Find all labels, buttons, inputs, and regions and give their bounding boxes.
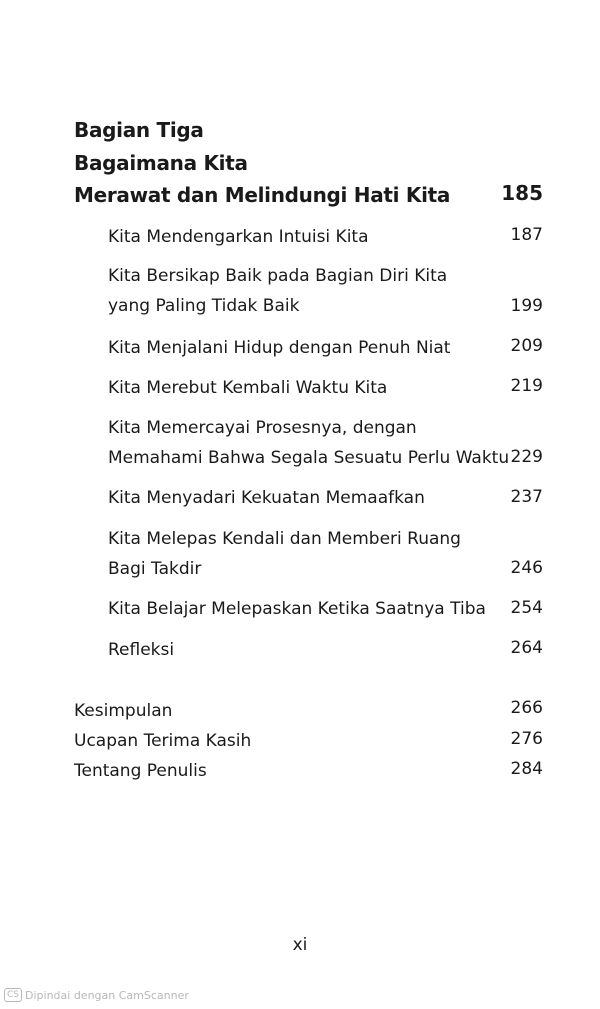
- toc-entry-1-page: 187: [510, 225, 543, 245]
- toc-entry-5-page: 229: [510, 447, 543, 467]
- toc-back-1: Kesimpulan: [74, 701, 173, 721]
- toc-entry-7-page: 246: [510, 558, 543, 578]
- toc-back-1-page: 266: [510, 698, 543, 718]
- toc-entry-4-page: 219: [510, 376, 543, 396]
- toc-entry-5: Kita Memercayai Prosesnya, dengan Memahami Bahwa Segala Sesuatu Perlu Waktu: [108, 418, 510, 468]
- watermark-text: Dipindai dengan CamScanner: [25, 988, 189, 1002]
- toc-entry-6: Kita Menyadari Kekuatan Memaafkan: [108, 488, 425, 508]
- part-title-line-1: Bagaimana Kita: [74, 151, 248, 175]
- part-title-line-2: Merawat dan Melindungi Hati Kita: [74, 183, 451, 207]
- camscanner-logo-icon: CS: [4, 988, 22, 1002]
- toc-back-3: Tentang Penulis: [74, 761, 207, 781]
- toc-back-3-page: 284: [510, 759, 543, 779]
- toc-entry-2: Kita Bersikap Baik pada Bagian Diri Kita yang Paling Tidak Baik: [108, 266, 448, 316]
- toc-entry-3: Kita Menjalani Hidup dengan Penuh Niat: [108, 338, 451, 358]
- toc-back-2: Ucapan Terima Kasih: [74, 731, 252, 751]
- toc-entry-8-page: 254: [510, 598, 543, 618]
- toc-entry-1: Kita Mendengarkan Intuisi Kita: [108, 227, 369, 247]
- toc-entry-3-page: 209: [510, 336, 543, 356]
- toc-entry-4: Kita Merebut Kembali Waktu Kita: [108, 378, 388, 398]
- toc-entry-6-page: 237: [510, 487, 543, 507]
- toc-entry-9: Refleksi: [108, 640, 175, 660]
- part-label: Bagian Tiga: [74, 118, 204, 142]
- toc-entry-7: Kita Melepas Kendali dan Memberi Ruang Bagi Takdir: [108, 529, 461, 579]
- toc-back-2-page: 276: [510, 729, 543, 749]
- toc-entry-2-page: 199: [510, 296, 543, 316]
- toc-entry-8: Kita Belajar Melepaskan Ketika Saatnya Tiba: [108, 599, 486, 619]
- toc-entry-9-page: 264: [510, 638, 543, 658]
- page-folio: xi: [292, 935, 308, 955]
- scanner-watermark: [4, 988, 189, 1002]
- part-page-number: 185: [501, 181, 543, 205]
